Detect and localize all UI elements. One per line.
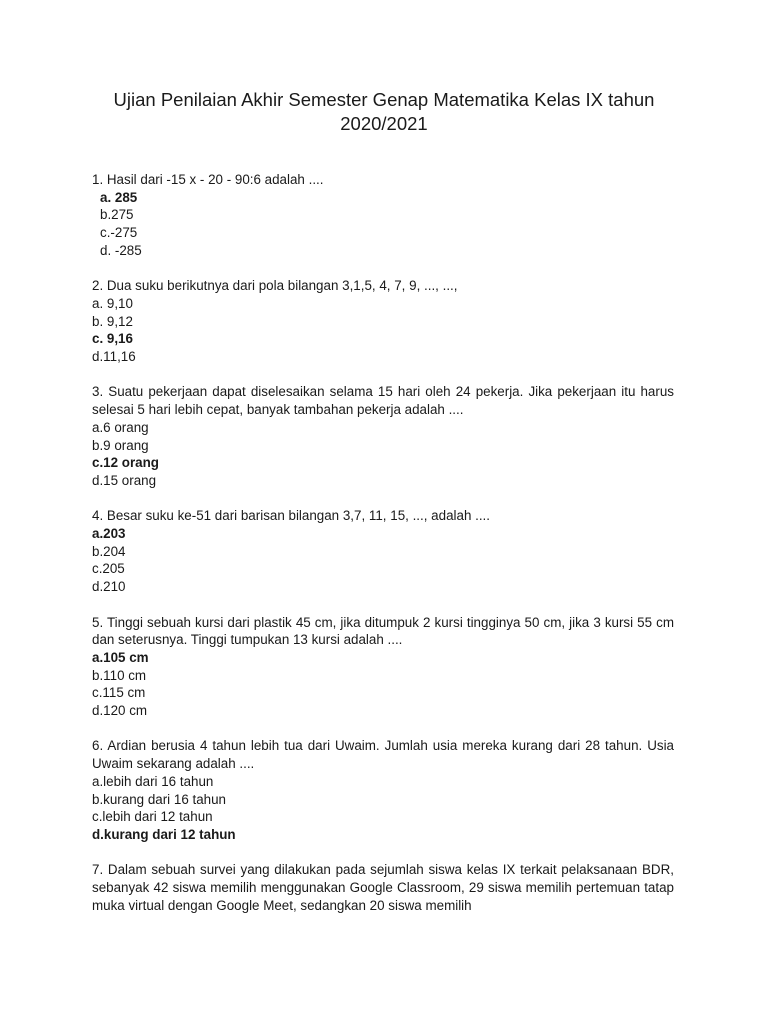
question-3 [92, 383, 674, 489]
question-stem: 1. Hasil dari -15 x - 20 - 90:6 adalah .... [92, 172, 324, 187]
question-stem: 6. Ardian berusia 4 tahun lebih tua dari Uwaim. Jumlah usia mereka kurang dari 28 tahun. Usia Uwaim sekarang adalah .... [92, 738, 674, 772]
answer-option-correct: d.kurang dari 12 tahun [92, 826, 236, 842]
answer-option: c.lebih dari 12 tahun [92, 809, 213, 825]
question-1 [92, 171, 674, 260]
answer-option: b. 9,12 [92, 313, 133, 329]
title-line-2: 2020/2021 [340, 113, 428, 134]
answer-option: d.15 orang [92, 472, 157, 488]
question-stem: 7. Dalam sebuah survei yang dilakukan pada sejumlah siswa kelas IX terkait pelaksanaan BDR, sebanyak 42 siswa memilih menggunakan Google Classroom, 29 siswa memilih pertemuan tatap muka virtual dengan Google Meet, sedangkan 20 siswa memilih [92, 862, 674, 913]
answer-option: b.kurang dari 16 tahun [92, 791, 227, 807]
answer-option: b.204 [92, 543, 126, 559]
answer-option: a.6 orang [92, 419, 149, 435]
answer-option-correct: a. 285 [100, 189, 138, 205]
question-stem: 5. Tinggi sebuah kursi dari plastik 45 cm, jika ditumpuk 2 kursi tingginya 50 cm, jika 3 kursi 55 cm dan seterusnya. Tinggi tumpukan 13 kursi adalah .... [92, 614, 674, 648]
question-stem: 3. Suatu pekerjaan dapat diselesaikan selama 15 hari oleh 24 pekerja. Jika pekerjaan itu harus selesai 5 hari lebih cepat, banyak tambahan pekerja adalah .... [92, 384, 674, 418]
answer-option-correct: c. 9,16 [92, 331, 133, 347]
answer-option: d.120 cm [92, 703, 148, 719]
question-stem: 4. Besar suku ke-51 dari barisan bilangan 3,7, 11, 15, ..., adalah .... [92, 508, 490, 524]
answer-option-correct: c.12 orang [92, 455, 159, 471]
answer-option: a.lebih dari 16 tahun [92, 773, 214, 789]
answer-option: b.9 orang [92, 437, 149, 453]
question-7 [92, 861, 674, 914]
question-list [92, 171, 674, 932]
answer-option-correct: a.105 cm [92, 649, 149, 665]
answer-option: d. -285 [100, 242, 142, 258]
answer-option: d.210 [92, 579, 126, 595]
answer-option: b.275 [100, 207, 134, 223]
answer-option: c.205 [92, 561, 125, 577]
question-2 [92, 277, 674, 366]
answer-option: b.110 cm [92, 667, 147, 683]
answer-option: a. 9,10 [92, 295, 133, 311]
answer-option-correct: a.203 [92, 526, 126, 542]
answer-option: c.115 cm [92, 685, 146, 701]
answer-option: c.-275 [100, 225, 138, 241]
question-stem: 2. Dua suku berikutnya dari pola bilangan 3,1,5, 4, 7, 9, ..., ..., [92, 278, 458, 294]
question-6 [92, 737, 674, 843]
question-5 [92, 614, 674, 720]
question-4 [92, 507, 674, 596]
title-line-1: Ujian Penilaian Akhir Semester Genap Matematika Kelas IX tahun [113, 89, 655, 110]
document-title [60, 88, 708, 136]
answer-option: d.11,16 [92, 349, 136, 365]
